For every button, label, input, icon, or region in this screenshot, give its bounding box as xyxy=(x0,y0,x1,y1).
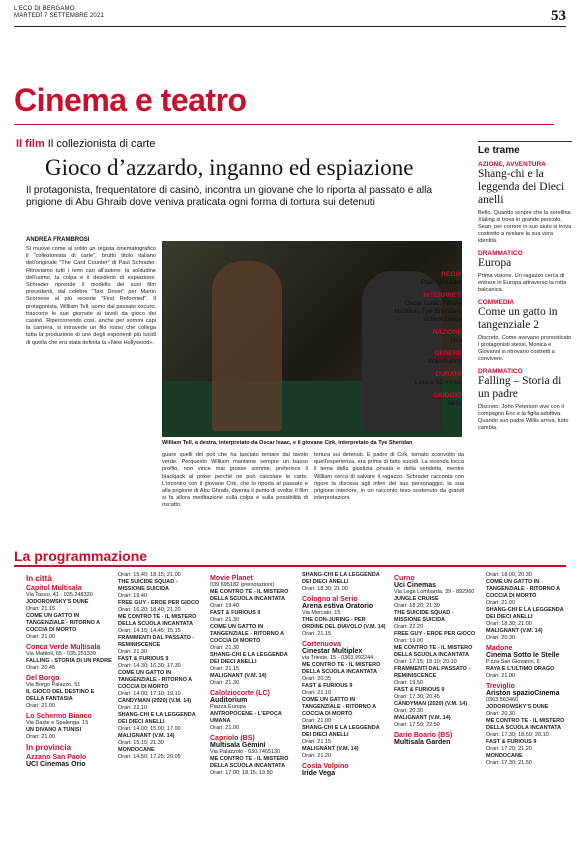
article-body-col-3: tortura sui detenuti. È padre di Cirk, tornato sconvolto da quell'esperienza, era prima di fatto suicidi. La vicenda tocca il tema della giustizia privata e della vendetta, mentre William cerca di salvare il ragazzo. Schrader racconta con rigore la discesa agli inferi del suo personaggio, la sua prigione interiore, in un racconto teso sostenuto da grandi interpretazioni. xyxy=(314,452,464,502)
showtimes: Orari: 20.30 xyxy=(486,635,516,641)
movie-title: MONDOCANE xyxy=(486,753,523,759)
summary-title: Shang-chi e la leggenda dei Dieci anelli xyxy=(478,168,565,206)
programming-column xyxy=(210,572,296,840)
article-body-col-1: Si muove come al solito un regista cinematografico il "collezionista di carte", brutto titolo italiano dell'originale "The Card Counter" di Paul Schrader. Ritroviamo tutti i temi cari all'autore: la solitudine dell'uomo, la colpa e il desiderio di espiazione. Schrader riprende il modello dei suoi film precedenti, dal celebre "Taxi Driver" per Martin Scorsese al più recente "First Reformed". Il protagonista, William Tell, uomo dal passato oscuro, trascorre le sue giornate ai tavoli da gioco dei casinò. Ripercorrendo così, anche per sommi capi la carriera, si intravede un filo rosso che collega tutta la produzione di uno degli esponenti più lucidi di quella che era stata definita la «New Hollywood». xyxy=(26,246,156,346)
movie-title: FAST & FURIOUS 9 xyxy=(486,739,537,745)
movie-title: ME CONTRO TE - IL MISTERO DELLA SCUOLA INCANTATA xyxy=(210,589,289,602)
kicker-text: Il collezionista di carte xyxy=(47,138,156,150)
movie-title: MALIGNANT (V.M. 14) xyxy=(486,628,543,634)
movie-title: THE CON-JURING - PER ORDINE DEL DIAVOLO (V.M. 14) xyxy=(302,617,386,630)
cinema-name: Conca Verde Multisala xyxy=(26,644,101,651)
movie-title: FAST & FURIOUS 9 xyxy=(118,656,169,662)
issue-date: MARTEDÌ 7 SETTEMBRE 2021 xyxy=(14,13,105,19)
showtimes: Orari: 21.00 xyxy=(26,703,56,709)
showtimes: Orari: 20.45 xyxy=(26,665,56,671)
showtimes: 0363.563460 xyxy=(486,697,519,703)
showtimes: Orari: 21.30 xyxy=(210,617,240,623)
showtimes: Via Tasso, 41 - 035.248330 xyxy=(26,592,93,598)
movie-title: MALIGNANT (V.M. 14) xyxy=(118,733,175,739)
cinema-name: Capriolo (BS) xyxy=(210,735,255,742)
movie-title: IL GIOCO DEL DESTINO E DELLA FANTASIA xyxy=(26,689,95,702)
showtimes: via Trieste, 15 - 0363.992244 xyxy=(302,655,374,661)
movie-title: ME CONTRO TE - IL MISTERO DELLA SCUOLA INCANTATA xyxy=(118,614,197,627)
summary-title: Falling – Storia di un padre xyxy=(478,375,562,400)
movie-title: ANTROPOCENE - L'EPOCA UMANA xyxy=(210,711,282,724)
fact-label: DURATA xyxy=(435,371,462,378)
programming-column xyxy=(26,572,112,840)
cinema-name: Azzano San Paolo xyxy=(26,754,87,761)
genre-tag: DRAMMATICO xyxy=(478,250,523,257)
showtimes: Orari: 14.50; 17.25; 20.05 xyxy=(118,754,181,760)
showtimes: Via Mercato, 15 xyxy=(302,610,341,616)
fact-value: drammatico xyxy=(428,358,462,365)
movie-title: FAST & FURIOUS 9 xyxy=(394,687,445,693)
fact-value: 1 ora e 52 minuti xyxy=(413,379,462,386)
movie-title: MALIGNANT (V.M. 14) xyxy=(394,715,451,721)
movie-title: THE SUICIDE SQUAD - MISSIONE SUICIDA xyxy=(394,610,454,623)
movie-title: COME UN GATTO IN TANGENZIALE - RITORNO A COCCIA DI MORTO xyxy=(302,697,376,717)
page-number: 53 xyxy=(551,8,566,24)
programming-column xyxy=(118,572,204,840)
showtimes: Orari: 17.30; 20.45 xyxy=(394,694,440,700)
showtimes: Orari: 21.15 xyxy=(302,631,332,637)
showtimes: Via Palazzolo - 030.7465130 xyxy=(210,749,281,755)
showtimes: Orari: 14.00; 17.10; 19.10 xyxy=(118,691,181,697)
movie-title: JODOROWSKY'S DUNE xyxy=(486,704,549,710)
showtimes: Orari: 21.15 xyxy=(210,666,240,672)
programming-column xyxy=(302,572,388,840)
showtimes: Orari: 21.15 xyxy=(302,739,332,745)
cinema-name: Auditorium xyxy=(210,697,248,704)
cinema-name: Cologno al Serio xyxy=(302,596,358,603)
cinema-name: Cortenuova xyxy=(302,641,341,648)
showtimes: Orari: 16.20; 18.40; 21.20 xyxy=(118,607,181,613)
cinema-name: Costa Volpino xyxy=(302,763,349,770)
showtimes: Orari: 18.00; 20.30 xyxy=(486,572,532,578)
programming-title: La programmazione xyxy=(14,548,148,564)
showtimes: 039.695182 (prenotazioni) xyxy=(210,582,275,588)
cinema-name: Uci Cinemas xyxy=(394,582,437,589)
showtimes: Orari: 21.00 xyxy=(302,718,332,724)
movie-title: CANDYMAN (2020) (V.M. 14) xyxy=(394,701,468,707)
showtimes: Orari: 21.15 xyxy=(26,606,56,612)
fact-label: GENERE xyxy=(434,350,462,357)
showtimes: Orari: 17.30; 18.50; 20.10 xyxy=(486,732,549,738)
movie-title: FRAMMENTI DAL PASSATO - REMINISCENCE xyxy=(394,666,471,679)
movie-title: SHANG-CHI E LA LEGGENDA DEI DIECI ANELLI xyxy=(486,607,564,620)
movie-title: THE SUICIDE SQUAD - MISSIONE SUICIDA xyxy=(118,579,178,592)
movie-title: FREE GUY - EROE PER GIOCO xyxy=(394,631,476,637)
showtimes: Orari: 15.40; 18.15; 21.00 xyxy=(118,572,181,578)
publication-name: L'ECO DI BERGAMO xyxy=(14,6,75,12)
fact-label: INTERPRETI xyxy=(423,292,462,299)
fact-value: bello xyxy=(448,400,462,407)
summary-text: Discreto. Come avevano pronosticato i protagonisti stessi, Monica e Giovanni si ritrovano costretti a convivere. xyxy=(478,335,572,362)
movie-title: ME CONTRO TE - IL MISTERO DELLA SCUOLA INCANTATA xyxy=(486,718,565,731)
kicker xyxy=(16,138,155,150)
showtimes: Orari: 17.50; 22.50 xyxy=(394,722,440,728)
showtimes: Orari: 15.15; 21.30 xyxy=(118,740,164,746)
movie-title: ME CONTRO TE - IL MISTERO DELLA SCUOLA INCANTATA xyxy=(302,662,381,675)
showtimes: Orari: 21.00 xyxy=(26,634,56,640)
summary-title: Come un gatto in tangenziale 2 xyxy=(478,306,558,331)
summary-text: Prima visione. Un ragazzo cerca di entrare in Europa attraverso la rotta balcanica. xyxy=(478,273,567,293)
showtimes: Orari: 19.40 xyxy=(118,593,148,599)
fact-label: REGIA xyxy=(441,271,462,278)
showtimes: Orari: 18.30; 21.00 xyxy=(486,621,532,627)
movie-title: FALLING - STORIA DI UN PADRE xyxy=(26,658,112,664)
showtimes: P.zza San Giovanni, 6 xyxy=(486,659,540,665)
showtimes: Orari: 21.10 xyxy=(302,690,332,696)
cinema-name: Multisala Garden xyxy=(394,739,451,746)
movie-title: UN DIVANO A TUNISI xyxy=(26,727,82,733)
showtimes: Via Daste e Spalenga, 15 xyxy=(26,720,89,726)
showtimes: Orari: 14.00; 15.00; 17.00 xyxy=(118,726,181,732)
fact-label: NAZIONE xyxy=(432,329,462,336)
programming-divider xyxy=(14,565,566,567)
showtimes: Orari: 14.30; 16.30; 17.30 xyxy=(118,663,181,669)
showtimes: Orari: 19.40 xyxy=(210,603,240,609)
movie-title: COME UN GATTO IN TANGENZIALE - RITORNO A COCCIA DI MORTO xyxy=(486,579,560,599)
cinema-name: Madone xyxy=(486,645,513,652)
showtimes: Orari: 21.00 xyxy=(210,725,240,731)
showtimes: Via Borgo Palazzo, 51 xyxy=(26,682,81,688)
cinema-name: Capitol Multisala xyxy=(26,585,82,592)
cinema-name: Lo Schermo Bianco xyxy=(26,713,92,720)
byline: ANDREA FRAMBROSI xyxy=(26,237,90,243)
showtimes: Orari: 19.00 xyxy=(394,638,424,644)
showtimes: Orari: 14.15; 14.45; 15.15 xyxy=(118,628,181,634)
sidebar-title: Le trame xyxy=(478,145,520,156)
showtimes: Orari: 22.20 xyxy=(394,624,424,630)
movie-title: FRAMMENTI DAL PASSATO - REMINISCENCE xyxy=(118,635,195,648)
movie-title: SHANG-CHI E LA LEGGENDA DEI DIECI ANELLI xyxy=(210,652,288,665)
showtimes: Orari: 17.00; 18.15; 19.50 xyxy=(210,770,273,776)
showtimes: Orari: 21.00 xyxy=(26,734,56,740)
kicker-label: Il film xyxy=(16,138,45,150)
cinema-name: Cinema Sotto le Stelle xyxy=(486,652,560,659)
movie-title: FREE GUY - EROE PER GIOCO xyxy=(118,600,200,606)
movie-title: JODOROWSKY'S DUNE xyxy=(26,599,89,605)
showtimes: Orari: 22.10 xyxy=(118,705,148,711)
fact-value: Usa xyxy=(450,337,462,344)
cinema-name: Iride Vega xyxy=(302,770,336,777)
section-title: Cinema e teatro xyxy=(14,82,247,118)
programming-column xyxy=(486,572,572,840)
movie-title: COME UN GATTO IN TANGENZIALE - RITORNO A COCCIA DI MORTO xyxy=(210,624,284,644)
cinema-name: UCI Cinemas Orio xyxy=(26,761,86,768)
showtimes: Orari: 20.30 xyxy=(394,708,424,714)
area-heading: In provincia xyxy=(26,743,71,752)
movie-title: ME CONTRO TE - IL MISTERO DELLA SCUOLA INCANTATA xyxy=(210,756,289,769)
cinema-name: Movie Planet xyxy=(210,575,253,582)
movie-title: ME CONTRO TE - IL MISTERO DELLA SCUOLA INCANTATA xyxy=(394,645,473,658)
showtimes: Via Lega Lombarda, 39 - 892960 xyxy=(394,589,475,595)
showtimes: Orari: 17.15; 18.10; 20.10 xyxy=(394,659,457,665)
article-body-col-2: guare quelli del poli che ha lasciato tentare dal tavolo verde. Perquesto William mantiene sempre un basso profilo, non vince mai grosse somme, preferisce il blackjack al poker perché ne può calcolare le carte. L'incontro con il giovane Cirk, che lo riporta al passato e alla prigione di Abu Ghraib, diventa il punto di svolta: il film si fa allora meditazione sulla colpa e sulla possibilità di riscatto. xyxy=(162,452,308,509)
showtimes: Orari: 21.30 xyxy=(210,680,240,686)
showtimes: Orari: 21.30 xyxy=(118,649,148,655)
cinema-name: Curno xyxy=(394,575,415,582)
showtimes: Piazza Europa xyxy=(210,704,246,710)
summary-text: Discreto. John Peterson vive con il compagno Eric e la figlia adottiva. Quando suo padre Willis arriva, tutto cambia. xyxy=(478,404,569,431)
showtimes: Orari: 18.20; 21.30 xyxy=(394,603,440,609)
cinema-name: Ariston spazioCinema xyxy=(486,690,560,697)
person-figure-left xyxy=(212,261,282,431)
showtimes: Via Mattioli, 65 - 035.251339 xyxy=(26,651,96,657)
film-facts xyxy=(394,266,462,408)
showtimes: Orari: 18.30; 21.00 xyxy=(302,586,348,592)
programming-column xyxy=(394,572,480,840)
section-divider xyxy=(14,124,554,125)
cinema-name: Cinestar Multiplex xyxy=(302,648,363,655)
showtimes: Orari: 17.30; 21.50 xyxy=(486,760,532,766)
cinema-name: Calolziocorte (LC) xyxy=(210,690,270,697)
fact-label: GIUDIZIO xyxy=(433,392,462,399)
fact-value: Oscar Isaac, Tiffany Haddish, Tye Sheridan, Willem Dafoe xyxy=(394,300,462,323)
movie-title: RAYA E L'ULTIMO DRAGO xyxy=(486,666,555,672)
movie-title: MALIGNANT (V.M. 14) xyxy=(210,673,267,679)
cinema-name: Treviglio xyxy=(486,683,515,690)
cinema-name: Del Borgo xyxy=(26,675,60,682)
plot-summaries-sidebar xyxy=(478,141,572,432)
showtimes: Orari: 20.35 xyxy=(302,676,332,682)
showtimes: Orari: 21.00 xyxy=(486,673,516,679)
showtimes: Orari: 21.30 xyxy=(210,645,240,651)
photo-caption: William Tell, a destra, interpretato da Oscar Isaac, e il giovane Cirk, interpretato da Tye Sheridan xyxy=(162,440,413,446)
movie-title: COME UN GATTO IN TANGENZIALE - RITORNO A COCCIA DI MORTO xyxy=(118,670,192,690)
page-header xyxy=(14,6,566,27)
movie-title: SHANG-CHI E LA LEGGENDA DEI DIECI ANELLI xyxy=(302,572,380,585)
summary-title: Europa xyxy=(478,257,512,269)
movie-title: SHANG-CHI E LA LEGGENDA DEI DIECI ANELLI xyxy=(118,712,196,725)
movie-title: MALIGNANT (V.M. 14) xyxy=(302,746,359,752)
movie-title: CANDYMAN (2020) (V.M. 14) xyxy=(118,698,192,704)
movie-title: JUNGLE CRUISE xyxy=(394,596,439,602)
cinema-name: Dario Boario (BS) xyxy=(394,732,453,739)
showtimes: Orari: 19.50 xyxy=(394,680,424,686)
movie-title: COME UN GATTO IN TANGENZIALE - RITORNO A COCCIA DI MORTO xyxy=(26,613,100,633)
article-headline: Gioco d’azzardo, inganno ed espiazione xyxy=(45,155,414,180)
movie-title: FAST & FURIOUS 9 xyxy=(302,683,353,689)
article-subhead: Il protagonista, frequentatore di casinò, incontra un giovane che lo riporta al passato e alla prigione di Abu Ghraib dove veniva praticata ogni forma di tortura sui detenuti xyxy=(26,185,433,208)
movie-title: FAST & FURIOUS 9 xyxy=(210,610,261,616)
cinema-name: Arena estiva Oratorio xyxy=(302,603,374,610)
cinema-name: Multisala Gemini xyxy=(210,742,266,749)
showtimes: Orari: 17.20; 21.20 xyxy=(486,746,532,752)
summary-text: Bello. Quando scopre che la sorellina Xialing si trova in grande pericolo, Sean, per correre in suo aiuto si trova costretto a rivelare la sua vera identità. xyxy=(478,210,572,244)
genre-tag: AZIONE, AVVENTURA xyxy=(478,161,546,168)
area-heading: In città xyxy=(26,574,52,583)
showtimes: Orari: 20.30 xyxy=(486,711,516,717)
genre-tag: COMMEDIA xyxy=(478,299,515,306)
movie-title: SHANG-CHI E LA LEGGENDA DEI DIECI ANELLI xyxy=(302,725,380,738)
showtimes: Orari: 21.20 xyxy=(302,753,332,759)
genre-tag: DRAMMATICO xyxy=(478,368,523,375)
movie-title: MONDOCANE xyxy=(118,747,155,753)
showtimes: Orari: 21.00 xyxy=(486,600,516,606)
fact-value: Paul Schrader xyxy=(420,279,462,286)
